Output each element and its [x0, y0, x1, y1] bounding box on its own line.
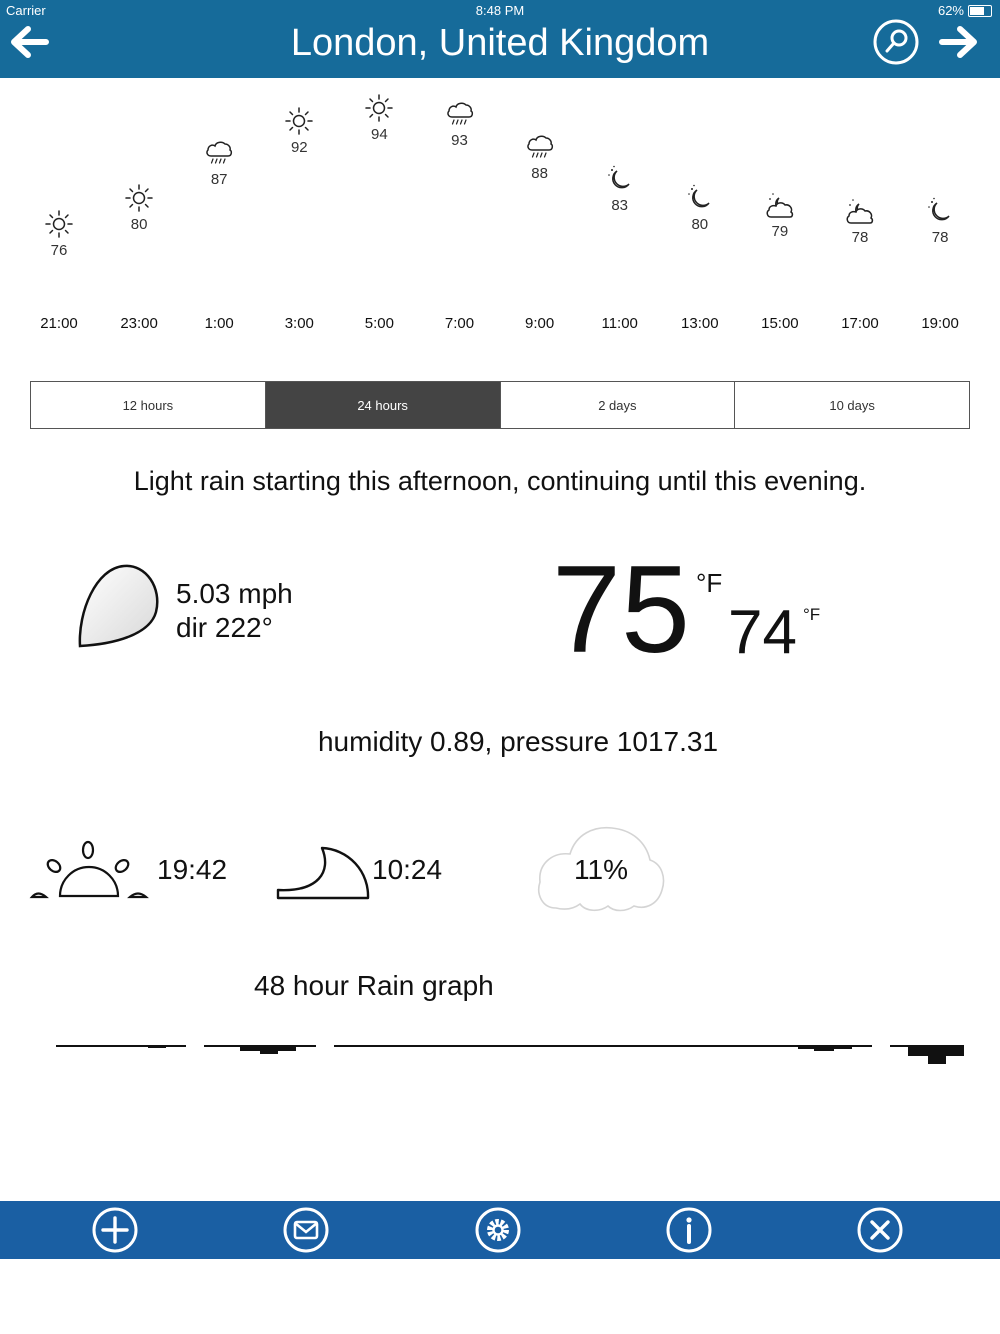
hour-forecast [425, 99, 495, 149]
hour-time-label: 17:00 [841, 315, 879, 332]
rain-graph-bar [148, 1046, 166, 1048]
hour-temperature: 87 [210, 171, 228, 189]
hour-time-label: 3:00 [284, 315, 314, 332]
feels-like-temperature-unit: °F [803, 605, 821, 624]
status-battery [938, 3, 992, 18]
moonrise-time: 10:24 [372, 854, 443, 885]
moon-icon [685, 183, 715, 213]
rain-graph [0, 1030, 1000, 1070]
hour-forecast [505, 132, 575, 182]
footer-toolbar [0, 1201, 1000, 1259]
moon-icon [605, 164, 635, 194]
hour-temperature: 88 [531, 164, 548, 182]
tab-2-days[interactable]: 2 days [501, 382, 736, 428]
rain-graph-bar [814, 1046, 834, 1051]
status-time: 8:48 PM [475, 3, 525, 18]
hour-forecast [825, 196, 895, 246]
info-icon[interactable] [666, 1207, 712, 1253]
tab-10-days[interactable]: 10 days [829, 397, 875, 413]
forward-arrow-icon[interactable] [938, 24, 980, 60]
rain-graph-bar [928, 1046, 946, 1064]
rain-cloud-icon [525, 132, 555, 162]
hour-forecast [665, 183, 735, 233]
wind-info [176, 577, 293, 645]
hour-forecast [745, 190, 815, 240]
wind-speed: 5.03 mph [176, 578, 293, 609]
hour-forecast [24, 209, 94, 259]
wind-direction: dir 222° [176, 612, 273, 643]
hour-forecast [104, 183, 174, 233]
sunrise-icon [28, 836, 150, 902]
gear-icon[interactable] [475, 1207, 521, 1253]
hour-forecast [264, 106, 334, 156]
humidity-pressure: humidity 0.89, pressure 1017.31 [317, 726, 719, 757]
hour-time-label: 15:00 [761, 315, 799, 332]
hour-temperature: 93 [451, 132, 468, 150]
sunrise-time: 19:42 [157, 854, 228, 885]
hour-forecast [585, 164, 655, 214]
partly-cloudy-icon [845, 196, 875, 226]
hour-temperature: 80 [130, 216, 148, 234]
partly-cloudy-icon [765, 190, 795, 220]
battery-percent: 62% [937, 3, 964, 18]
mail-icon[interactable] [283, 1207, 329, 1253]
plus-icon[interactable] [92, 1207, 138, 1253]
page-title: London, United Kingdom [290, 22, 710, 64]
range-selector [30, 381, 970, 429]
sun-icon [124, 183, 154, 213]
rain-graph-bar [260, 1046, 278, 1054]
rain-cloud-icon [445, 99, 475, 129]
moon-icon [925, 196, 955, 226]
moonrise-icon [274, 842, 372, 902]
current-temperature-unit: °F [696, 568, 723, 598]
tab-24-hours[interactable]: 24 hours [266, 382, 501, 428]
current-temperature: 75 [552, 541, 690, 679]
search-icon[interactable] [872, 18, 920, 66]
cloud-cover-value: 11% [574, 854, 628, 885]
battery-icon [968, 5, 992, 17]
hour-time-label: 11:00 [601, 315, 638, 332]
sun-icon [364, 93, 394, 123]
rain-graph-title: 48 hour Rain graph [254, 970, 494, 1001]
hour-temperature: 79 [771, 222, 789, 240]
hour-time-label: 21:00 [40, 315, 78, 332]
forecast-summary: Light rain starting this afternoon, continuing until this evening. [133, 466, 867, 496]
hour-temperature: 80 [691, 216, 709, 234]
hour-time-label: 13:00 [681, 315, 719, 332]
close-icon[interactable] [857, 1207, 903, 1253]
sun-icon [284, 106, 314, 136]
hourly-forecast [0, 78, 1000, 358]
hour-temperature: 78 [851, 229, 869, 247]
rain-cloud-icon [204, 138, 234, 168]
hour-temperature: 94 [371, 125, 388, 143]
hour-time-label: 5:00 [364, 315, 394, 332]
hour-temperature: 92 [290, 138, 308, 156]
hour-temperature: 83 [611, 197, 629, 214]
hour-forecast [344, 93, 414, 143]
hour-time-label: 19:00 [921, 315, 959, 332]
header-bar [0, 0, 1000, 78]
hour-temperature: 78 [931, 229, 949, 247]
status-carrier: Carrier [6, 3, 46, 18]
hour-forecast [905, 196, 975, 246]
hour-time-label: 1:00 [204, 315, 234, 332]
feels-like-temperature: 74 [728, 598, 797, 667]
hour-temperature: 76 [50, 242, 68, 260]
hour-time-label: 23:00 [120, 315, 158, 332]
tab-12-hours[interactable]: 12 hours [31, 382, 266, 428]
sun-icon [44, 209, 74, 239]
hour-time-label: 9:00 [524, 315, 555, 332]
wind-direction-icon [76, 562, 162, 652]
hour-time-label: 7:00 [444, 315, 475, 332]
hour-forecast [184, 138, 254, 188]
